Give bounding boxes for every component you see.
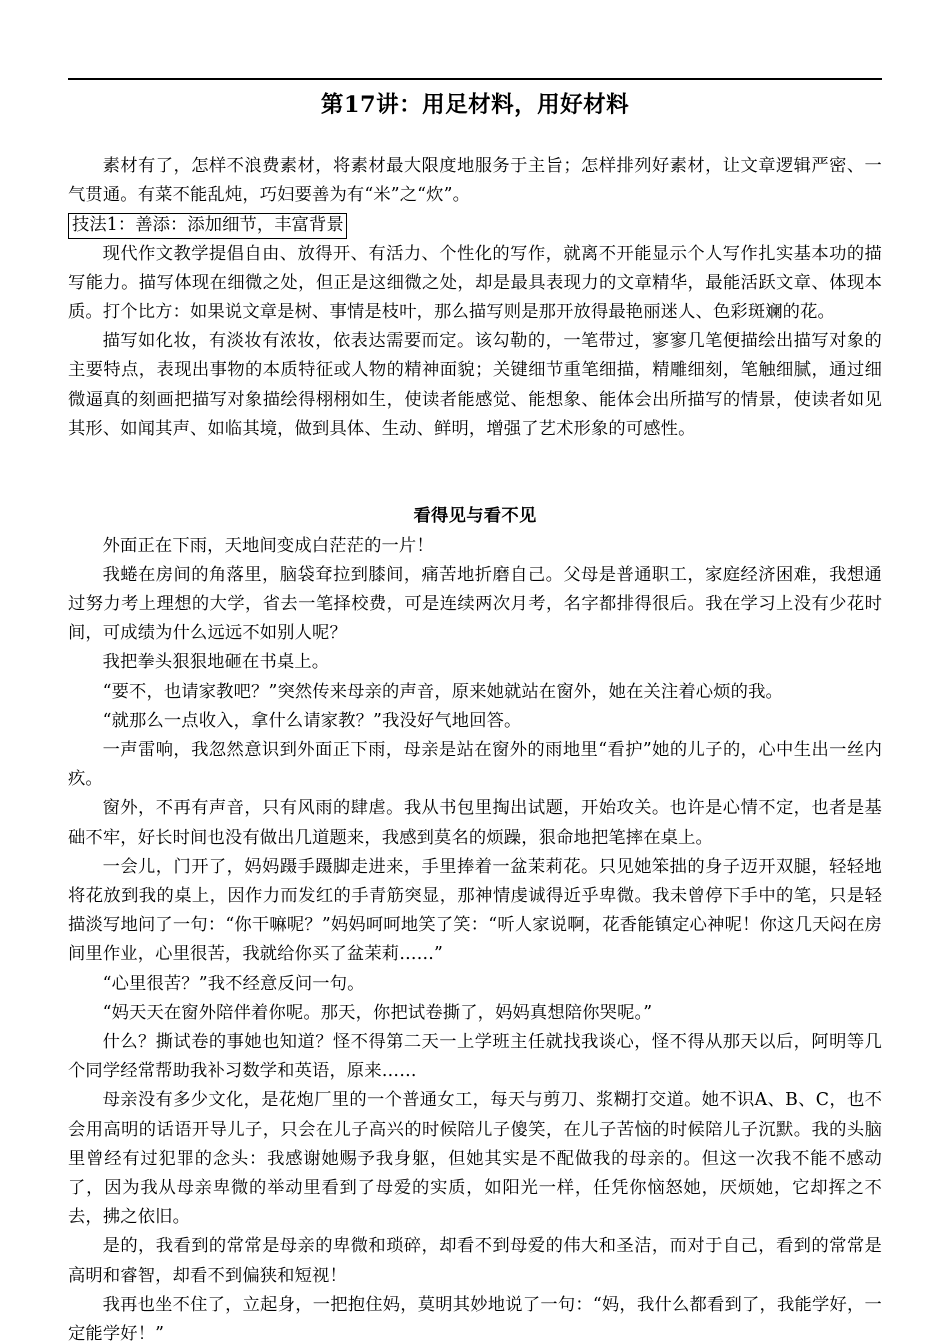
technique-paragraph-2: 描写如化妆，有淡妆有浓妆，依表达需要而定。该勾勒的，一笔带过，寥寥几笔便描绘出描写对象的主要特点，表现出事物的本质特征或人物的精神面貌；关键细节重笔细描，精雕细刻，笔触细腻，通过细微逼真的刻画把描写对象描绘得栩栩如生，使读者能感觉、能想象、能体会出所描写的情景，使读者如见其形、如闻其声、如临其境，做到具体、生动、鲜明，增强了艺术形象的可感性。 [68, 331, 882, 439]
essay-paragraph-11: 什么？撕试卷的事她也知道？怪不得第二天一上学班主任就找我谈心，怪不得从那天以后，阿明等几个同学经常帮助我补习数学和英语，原来…… [68, 1032, 882, 1082]
essay-paragraph-1: 外面正在下雨，天地间变成白茫茫的一片！ [102, 535, 434, 556]
essay-spacer-2 [68, 473, 882, 502]
essay-paragraph-2: 我蜷在房间的角落里，脑袋耷拉到膝间，痛苦地折磨自己。父母是普通职工，家庭经济困难，我想通过努力考上理想的大学，省去一笔择校费，可是连续两次月考，名字都排得很后。我在学习上没有少花时间，可成绩为什么远远不如别人呢？ [68, 564, 882, 644]
essay-paragraph-7: 窗外，不再有声音，只有风雨的肆虐。我从书包里掏出试题，开始攻关。也许是心情不定，也者是基础不牢，好长时间也没有做出几道题来，我感到莫名的烦躁，狠命地把笔摔在桌上。 [68, 798, 882, 848]
essay-paragraph-9: “心里很苦？”我不经意反问一句。 [102, 973, 365, 994]
essay-paragraph-4: “要不，也请家教吧？”突然传来母亲的声音，原来她就站在窗外，她在关注着心烦的我。 [102, 681, 783, 702]
essay-title: 看得见与看不见 [413, 506, 537, 527]
header-rule [68, 78, 882, 80]
title-spacer [68, 122, 882, 152]
essay-paragraph-8: 一会儿，门开了，妈妈蹑手蹑脚走进来，手里捧着一盆茉莉花。只见她笨拙的身子迈开双腿，轻轻地将花放到我的桌上，因作力而发红的手青筋突显，那神情虔诚得近乎卑微。我未曾停下手中的笔，只是轻描淡写地问了一句：“你干嘛呢？”妈妈呵呵地笑了笑：“听人家说啊，花香能镇定心神呢！你这几天闷在房间里作业，心里很苦，我就给你买了盆茉莉……” [68, 856, 882, 965]
essay-paragraph-3: 我把拳头狠狠地砸在书桌上。 [102, 652, 330, 673]
essay-paragraph-6: 一声雷响，我忽然意识到外面正下雨，母亲是站在窗外的雨地里“看护”她的儿子的，心中生出一丝内疚。 [68, 740, 882, 790]
technique-heading-row [68, 210, 882, 239]
essay-paragraph-14: 我再也坐不住了，立起身，一把抱住妈，莫明其妙地说了一句：“妈，我什么都看到了，我能学好，一定能学好！” [68, 1294, 882, 1344]
technique-heading: 技法1：善添：添加细节，丰富背景 [68, 213, 347, 239]
essay-paragraph-12: 母亲没有多少文化，是花炮厂里的一个普通女工，每天与剪刀、浆糊打交道。她不识A、B、C，也不会用高明的话语开导儿子，只会在儿子高兴的时候陪儿子傻笑，在儿子苦恼的时候陪儿子沉默。我的头脑里曾经有过犯罪的念头：我感谢她赐予我身躯，但她其实是不配做我的母亲的。但这一次我不能不感动了，因为我从母亲卑微的举动里看到了母爱的实质，如阳光一样，任凭你恼怒她，厌烦她，它却挥之不去，拂之依旧。 [68, 1090, 882, 1228]
essay-paragraph-5: “就那么一点收入，拿什么请家教？”我没好气地回答。 [102, 710, 522, 731]
essay-paragraph-13: 是的，我看到的常常是母亲的卑微和琐碎，却看不到母爱的伟大和圣洁，而对于自己，看到的常常是高明和睿智，却看不到偏狭和短视！ [68, 1236, 882, 1286]
page-title: 第17讲：用足材料，用好材料 [320, 92, 630, 118]
technique-paragraph-1: 现代作文教学提倡自由、放得开、有活力、个性化的写作，就离不开能显示个人写作扎实基本功的描写能力。描写体现在细微之处，但正是这细微之处，却是最具表现力的文章精华，最能活跃文章、体现本质。打个比方：如果说文章是树、事情是枝叶，那么描写则是那开放得最艳丽迷人、色彩斑斓的花。 [68, 243, 882, 323]
essay-spacer-1 [68, 444, 882, 473]
essay-paragraph-10: “妈天天在窗外陪伴着你呢。那天，你把试卷撕了，妈妈真想陪你哭呢。” [102, 1002, 653, 1023]
intro-paragraph: 素材有了，怎样不浪费素材，将素材最大限度地服务于主旨；怎样排列好素材，让文章逻辑严密、一气贯通。有菜不能乱炖，巧妇要善为有“米”之“炊”。 [68, 156, 882, 206]
document-content [68, 78, 882, 1344]
